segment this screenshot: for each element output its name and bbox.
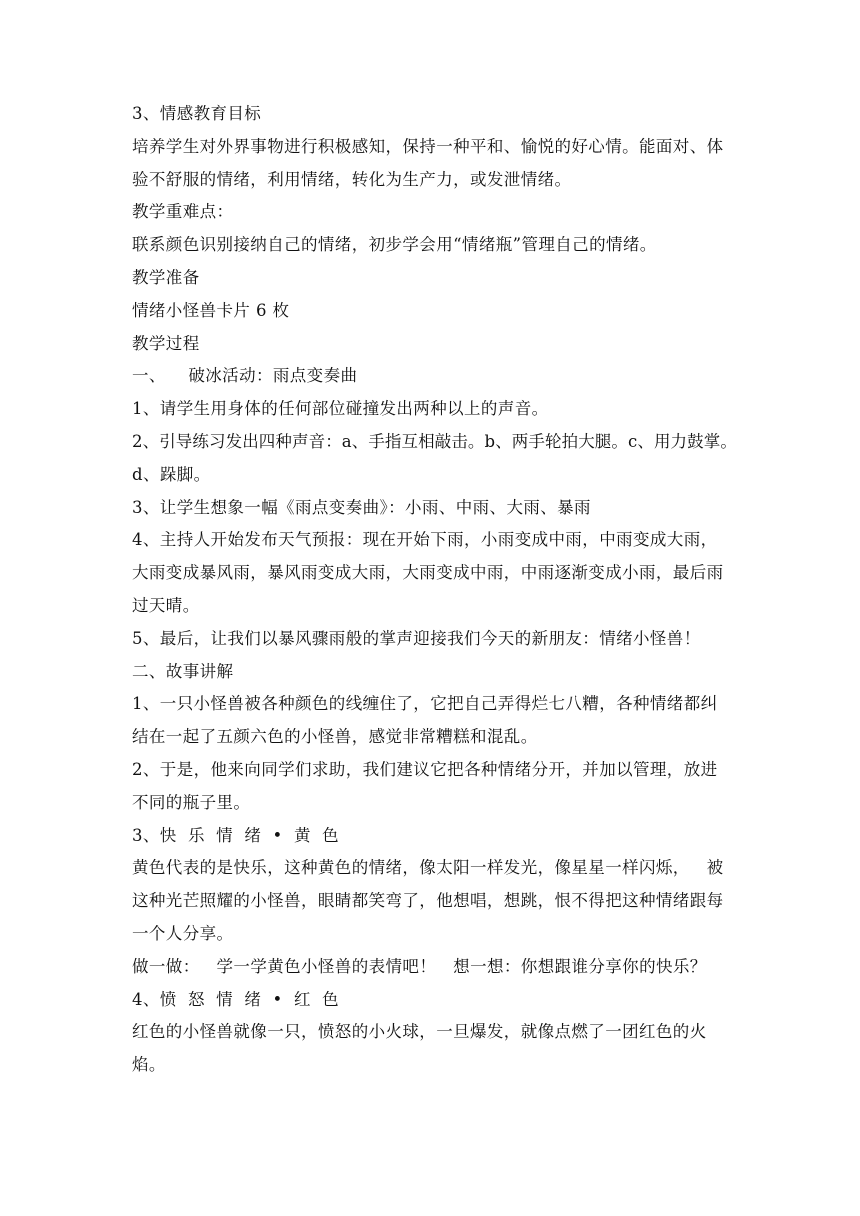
text-line: 结在一起了五颜六色的小怪兽，感觉非常糟糕和混乱。	[132, 727, 538, 747]
text-line: 二、故事讲解	[132, 661, 234, 681]
text-line: 2、引导练习发出四种声音：a、手指互相敲击。b、两手轮拍大腿。c、用力鼓掌。	[132, 431, 737, 451]
text-line: 过天晴。	[132, 595, 200, 615]
text-line: 3、快 乐 情 绪 • 黄 色	[132, 825, 340, 845]
text-line: d、跺脚。	[132, 464, 211, 484]
text-line: 4、愤 怒 情 绪 • 红 色	[132, 989, 340, 1009]
text-line: 1、一只小怪兽被各种颜色的线缠住了，它把自己弄得烂七八糟，各种情绪都纠	[132, 694, 718, 714]
text-line: 3、情感教育目标	[132, 104, 262, 123]
text-line: 这种光芒照耀的小怪兽，眼睛都笑弯了，他想唱，想跳，恨不得把这种情绪跟每	[132, 891, 724, 911]
text-line: 做一做： 学一学黄色小怪兽的表情吧！ 想一想：你想跟谁分享你的快乐？	[132, 956, 707, 976]
text-line: 教学准备	[132, 267, 200, 287]
text-line: 一个人分享。	[132, 923, 234, 943]
text-line: 验不舒服的情绪，利用情绪，转化为生产力，或发泄情绪。	[132, 169, 572, 189]
text-line: 黄色代表的是快乐，这种黄色的情绪，像太阳一样发光，像星星一样闪烁， 被	[132, 858, 724, 878]
text-line: 焰。	[132, 1055, 166, 1075]
text-line: 联系颜色识别接纳自己的情绪，初步学会用“情绪瓶”管理自己的情绪。	[132, 235, 657, 255]
document-body	[132, 98, 737, 1082]
text-line: 红色的小怪兽就像一只，愤怒的小火球，一旦爆发，就像点燃了一团红色的火	[132, 1022, 707, 1042]
text-line: 3、让学生想象一幅《雨点变奏曲》：小雨、中雨、大雨、暴雨	[132, 497, 591, 517]
text-line: 不同的瓶子里。	[132, 792, 251, 812]
text-line: 一、 破冰活动：雨点变奏曲	[132, 366, 358, 386]
text-line: 大雨变成暴风雨，暴风雨变成大雨，大雨变成中雨，中雨逐渐变成小雨，最后雨	[132, 563, 724, 583]
text-line: 教学过程	[132, 333, 200, 353]
text-line: 2、于是，他来向同学们求助，我们建议它把各种情绪分开，并加以管理，放进	[132, 759, 718, 779]
text-line: 4、主持人开始发布天气预报：现在开始下雨，小雨变成中雨，中雨变成大雨，	[132, 530, 718, 550]
text-line: 培养学生对外界事物进行积极感知，保持一种平和、愉悦的好心情。能面对、体	[132, 136, 724, 156]
text-line: 情绪小怪兽卡片 6 枚	[132, 300, 290, 320]
text-line: 5、最后，让我们以暴风骤雨般的掌声迎接我们今天的新朋友：情绪小怪兽！	[132, 628, 701, 648]
text-line: 1、请学生用身体的任何部位碰撞发出两种以上的声音。	[132, 399, 549, 419]
text-line: 教学重难点：	[132, 202, 234, 222]
